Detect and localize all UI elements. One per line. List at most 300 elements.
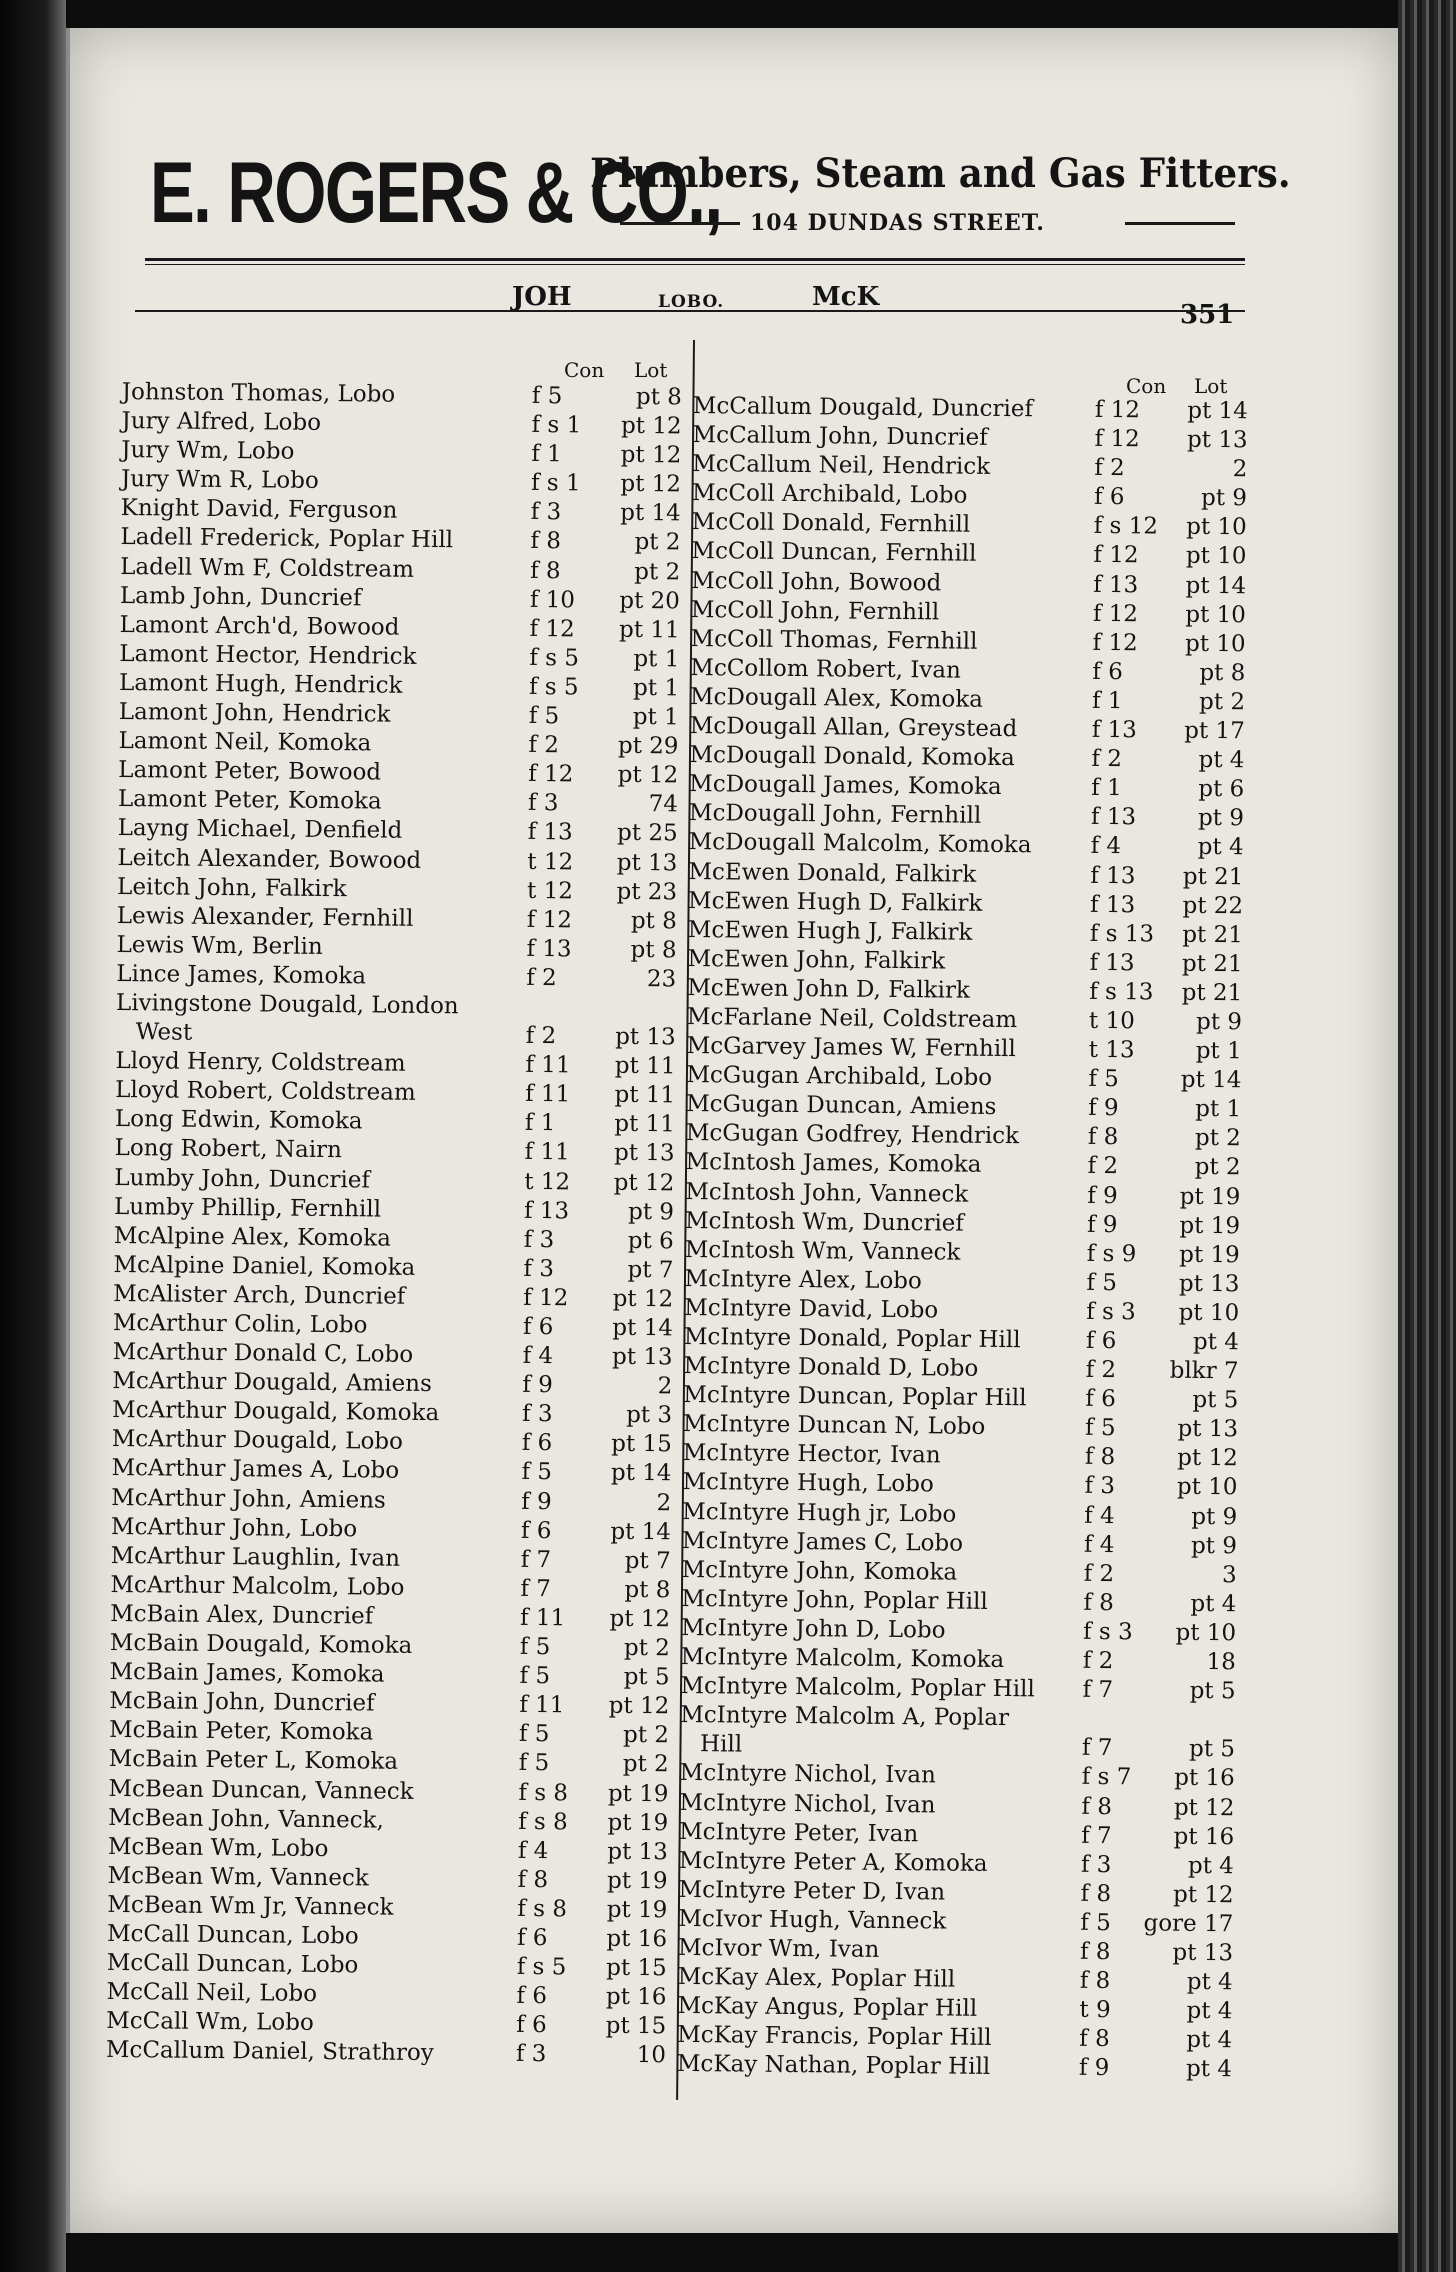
resident-name: Livingstone Dougald, London [115,989,459,1020]
resident-name: McKay Francis, Poplar Hill [677,2022,992,2052]
lot-value: pt 19 [606,1867,668,1895]
lot-value: pt 2 [1194,1154,1241,1181]
resident-name: McIntyre Hector, Ivan [682,1440,941,1469]
concession-value: f 8 [1079,1967,1111,1995]
lot-value: pt 12 [1177,1445,1238,1472]
running-head-to: McK [812,282,880,312]
resident-name: McBain James, Komoka [109,1659,385,1688]
concession-value: f s 12 [1093,513,1159,540]
resident-name: Lamont Arch'd, Bowood [119,611,400,641]
resident-name: McArthur Colin, Lobo [112,1309,368,1339]
lot-value: pt 2 [622,1751,669,1778]
lot-value: pt 4 [1185,2056,1233,2083]
header-rule [135,310,1245,312]
lot-value: pt 16 [606,1925,668,1953]
concession-value: f 8 [530,528,562,555]
concession-value: f s 5 [529,644,580,672]
concession-value: f 11 [525,1052,571,1079]
concession-value: f 1 [524,1110,556,1137]
concession-value: f 12 [529,615,575,643]
resident-name: McCallum Neil, Hendrick [692,451,991,481]
resident-name: McArthur John, Lobo [110,1513,358,1542]
resident-name: Jury Alfred, Lobo [121,408,322,437]
lot-value: 10 [636,2042,667,2069]
lot-value: pt 12 [613,1169,675,1196]
banner-rule-thin [145,264,1245,265]
concession-value: f s 5 [528,673,579,701]
concession-value: f 3 [530,499,562,526]
concession-value: f 2 [528,732,560,759]
resident-name: McColl Donald, Fernhill [691,509,971,539]
lot-value [1145,1706,1235,1707]
resident-name: McIntyre Duncan, Poplar Hill [683,1382,1027,1412]
lot-value: pt 12 [608,1692,670,1720]
lot-value: pt 10 [1185,601,1247,628]
lot-value: pt 5 [623,1664,670,1691]
resident-name: McDougall John, Fernhill [688,800,982,830]
lot-value: 2 [1232,456,1248,483]
concession-value: f 3 [527,790,559,817]
concession-value: f 9 [1078,2055,1110,2082]
advertisement-banner [150,145,1291,260]
lot-value: pt 16 [1173,1823,1235,1850]
concession-value: f 5 [1088,1065,1120,1093]
lot-value: pt 3 [626,1402,673,1429]
lot-value: pt 9 [1190,1532,1238,1559]
advertiser-name: E. ROGERS & CO., [150,145,722,241]
concession-value: f 6 [516,1983,548,2010]
lot-value: pt 11 [614,1082,676,1109]
lot-value: pt 2 [1194,1125,1241,1152]
lot-value: pt 4 [1186,1968,1233,1996]
lot-value: pt 19 [606,1896,668,1924]
left-con-header: Con [564,358,605,382]
concession-value: f 3 [521,1401,553,1428]
running-head-from: JOH [512,282,572,312]
concession-value: f 13 [1091,716,1137,744]
resident-name: McBean Duncan, Vanneck [108,1775,414,1805]
lot-value: pt 5 [1188,1736,1236,1763]
resident-name: Hill [699,1731,743,1758]
lot-value: pt 13 [611,1343,673,1371]
resident-name: McDougall Alex, Komoka [689,683,984,713]
resident-name: McIntyre Nichol, Ivan [679,1760,936,1789]
concession-value: f s 3 [1082,1618,1133,1646]
concession-value: f 2 [526,964,557,992]
lot-value: pt 19 [1179,1212,1241,1239]
resident-name: McKay Alex, Poplar Hill [677,1963,956,1993]
concession-value: f 12 [523,1284,569,1312]
resident-name: McCallum Dougald, Duncrief [692,392,1034,423]
resident-name: McEwen John, Falkirk [687,945,946,975]
concession-value: f s 13 [1089,978,1154,1006]
right-con-header: Con [1126,374,1167,398]
concession-value: f 13 [1093,571,1139,598]
lot-value: pt 10 [1184,630,1246,658]
resident-name: McColl Archibald, Lobo [691,480,968,509]
lot-value: pt 10 [1186,514,1247,541]
concession-value: t 12 [526,877,574,904]
lot-value: pt 2 [634,529,681,556]
lot-value: pt 12 [1173,1794,1235,1821]
concession-value: f 6 [516,2012,547,2039]
binding-shadow [0,0,66,2272]
concession-value: f 12 [1092,629,1138,657]
lot-value: pt 21 [1181,979,1243,1007]
resident-name: Layng Michael, Denfield [117,815,403,845]
left-directory-entry [106,2036,666,2070]
concession-value: f 4 [517,1837,549,1864]
lot-value: pt 11 [614,1052,676,1080]
resident-name: McIntyre John, Komoka [681,1556,958,1586]
concession-value: f 6 [522,1313,554,1341]
lot-value: pt 2 [623,1634,670,1662]
concession-value: f 3 [515,2041,547,2068]
resident-name: Lamont John, Hendrick [118,699,391,728]
concession-value: f 7 [1081,1822,1112,1849]
concession-value: f 4 [1090,833,1122,860]
lot-value: pt 4 [1190,1590,1237,1618]
resident-name: Lumby John, Duncrief [114,1164,371,1193]
concession-value: f 7 [520,1546,552,1573]
resident-name: McDougall Allan, Greystead [689,713,1018,743]
resident-name: McAlister Arch, Duncrief [113,1280,406,1310]
concession-value: f 4 [1084,1502,1115,1529]
concession-value: f s 8 [517,1895,568,1923]
concession-value: f 5 [1086,1269,1118,1296]
resident-name: McColl Duncan, Fernhill [691,538,977,568]
concession-value: f 5 [519,1633,551,1661]
resident-name: McArthur Laughlin, Ivan [110,1542,401,1572]
lot-value: pt 10 [1176,1474,1238,1501]
concession-value: f 8 [1083,1589,1114,1616]
lot-value: pt 8 [630,936,677,964]
lot-value: 2 [657,1373,673,1400]
resident-name: McEwen John D, Falkirk [687,974,970,1004]
resident-name: McIntyre Hugh jr, Lobo [682,1498,957,1528]
concession-value: f 12 [526,906,573,934]
resident-name: McKay Angus, Poplar Hill [677,1993,978,2022]
concession-value: f 1 [1091,687,1123,715]
resident-name: McArthur John, Amiens [111,1484,386,1514]
lot-value: pt 9 [1191,1503,1238,1530]
concession-value: f 8 [1080,1880,1112,1907]
resident-name: McBain Dougald, Komoka [109,1629,413,1659]
concession-value: f 13 [526,935,572,963]
resident-name: McIntyre Peter A, Komoka [678,1847,988,1877]
lot-value: pt 9 [1195,1008,1243,1036]
concession-value: f 8 [1081,1793,1113,1820]
concession-value: f 6 [1085,1386,1116,1413]
concession-value: f s 8 [518,1779,569,1806]
resident-name: McGugan Archibald, Lobo [686,1062,993,1092]
concession-value: f 7 [520,1575,551,1603]
resident-name: McIntyre Malcolm A, Poplar [680,1702,1010,1732]
advertiser-trade: Plumbers, Steam and Gas Fitters. [590,150,1291,197]
resident-name: McIntyre James C, Lobo [681,1527,964,1557]
lot-value: 2 [656,1489,672,1516]
lot-value: pt 1 [633,645,680,673]
lot-value: pt 13 [1178,1270,1240,1298]
concession-value: f 7 [1082,1676,1114,1704]
resident-name: Leitch John, Falkirk [116,873,347,902]
lot-value: pt 17 [1184,717,1245,745]
lot-value: pt 12 [612,1285,674,1313]
lot-value: pt 21 [1181,950,1243,978]
resident-name: McArthur James A, Lobo [111,1455,400,1485]
lot-value: pt 13 [613,1140,675,1167]
lot-value: pt 16 [1174,1765,1235,1792]
resident-name: McBain John, Duncrief [109,1688,375,1717]
concession-value: f 2 [1082,1647,1114,1675]
lot-value: pt 10 [1178,1299,1240,1327]
resident-name: McEwen Hugh D, Falkirk [687,887,983,917]
resident-name: McColl John, Fernhill [690,596,940,626]
concession-value: f 5 [518,1721,550,1748]
resident-name: McIvor Hugh, Vanneck [678,1905,947,1935]
concession-value: t 12 [527,848,574,875]
concession-value: f s 1 [530,470,581,497]
resident-name: Lamont Hector, Hendrick [119,640,417,670]
resident-name: McIntyre Alex, Lobo [684,1265,922,1295]
lot-value: pt 13 [615,1023,676,1051]
concession-value: f s 8 [518,1808,568,1835]
concession-value: f 5 [528,702,560,730]
resident-name: McEwen Donald, Falkirk [688,858,977,888]
lot-value: pt 4 [1197,834,1244,861]
concession-value: f 9 [1086,1211,1118,1238]
concession-value: f 2 [1085,1356,1117,1384]
concession-value: f 5 [521,1459,553,1486]
running-head-township: LOBO. [658,292,725,312]
concession-value: f s 3 [1086,1298,1136,1326]
lot-value: pt 9 [627,1198,675,1225]
resident-name: McDougall James, Komoka [689,771,1002,801]
concession-value: t 12 [524,1168,571,1195]
concession-value: t 13 [1088,1036,1135,1064]
concession-value: f 8 [1079,1938,1111,1966]
resident-name: McAlpine Alex, Komoka [113,1222,391,1252]
resident-name: Jury Wm R, Lobo [120,466,319,495]
resident-name: Lloyd Robert, Coldstream [115,1077,416,1107]
concession-value: f 10 [529,586,576,614]
resident-name: West [135,1019,193,1046]
resident-name: McColl John, Bowood [691,567,942,596]
lot-value: pt 14 [610,1460,672,1487]
lot-value: pt 19 [1179,1241,1240,1269]
right-column [677,392,1248,2085]
lot-value: 23 [646,965,677,993]
resident-name: McBean John, Vanneck, [108,1804,384,1834]
concession-value: f s 1 [531,412,582,439]
resident-name: McCollom Robert, Ivan [690,654,961,684]
concession-value: f 3 [1084,1473,1116,1500]
resident-name: McIntyre Nichol, Ivan [679,1789,936,1818]
resident-name: McIntosh Wm, Duncrief [684,1207,965,1237]
page-number: 351 [1180,300,1235,330]
concession-value: f 2 [1091,745,1123,773]
lot-value: pt 7 [627,1256,674,1284]
concession-value: f 8 [1079,2026,1110,2053]
lot-value: pt 8 [630,907,677,935]
resident-name: McCall Neil, Lobo [106,1979,318,2008]
resident-name: McIntyre Malcolm, Komoka [680,1643,1005,1674]
lot-value: pt 11 [618,616,680,644]
concession-value: f 2 [1083,1560,1115,1587]
concession-value: t 9 [1079,1996,1111,2024]
lot-value: pt 14 [620,500,681,527]
lot-value: pt 15 [611,1431,672,1458]
lot-value: pt 15 [606,1954,667,1982]
lot-value: pt 4 [1198,746,1245,774]
resident-name: Long Edwin, Komoka [114,1106,363,1135]
resident-name: McBain Alex, Duncrief [110,1600,374,1630]
resident-name: McIntyre Peter, Ivan [679,1818,919,1847]
resident-name: Lewis Alexander, Fernhill [116,902,414,932]
lot-value: pt 12 [617,761,679,789]
lot-value: pt 16 [605,1983,667,2011]
resident-name: Jury Wm, Lobo [121,437,295,465]
lot-value: pt 20 [619,587,681,615]
resident-name: McIntyre Duncan N, Lobo [682,1411,986,1441]
concession-value: f 13 [1089,891,1136,918]
concession-value: f 2 [525,1022,557,1050]
concession-value: f 13 [1090,862,1136,889]
lot-value: pt 19 [607,1780,669,1807]
lot-value: pt 8 [624,1576,671,1604]
resident-name: Lewis Wm, Berlin [116,931,323,960]
resident-name: McAlpine Daniel, Komoka [113,1251,416,1281]
resident-name: McIntosh James, Komoka [685,1149,982,1179]
lot-value: pt 7 [624,1547,671,1575]
lot-value: pt 14 [610,1518,672,1545]
resident-name: McArthur Dougald, Lobo [111,1426,404,1456]
concession-value: f 6 [521,1430,553,1457]
resident-name: McIntyre David, Lobo [684,1294,939,1324]
lot-value: 18 [1206,1649,1236,1676]
concession-value: f 3 [523,1255,555,1282]
resident-name: McIntyre Donald D, Lobo [683,1353,979,1382]
concession-value: f 6 [520,1517,552,1544]
resident-name: McArthur Malcolm, Lobo [110,1571,405,1601]
lot-value: pt 1 [1195,1037,1242,1065]
lot-value: pt 12 [620,412,682,440]
concession-value: f 11 [525,1081,571,1108]
lot-value: pt 1 [633,674,680,702]
lot-value: pt 10 [1175,1619,1237,1647]
concession-value: f 2 [1094,455,1125,482]
lot-value: pt 10 [1185,543,1247,570]
resident-name: McBean Wm Jr, Vanneck [107,1891,394,1921]
concession-value: f 2 [1087,1153,1119,1180]
concession-value: f 4 [1083,1531,1115,1558]
resident-name: McIntyre Hugh, Lobo [682,1469,934,1498]
lot-value: pt 21 [1182,863,1244,890]
lot-value: pt 4 [1186,2027,1233,2054]
resident-name: McKay Nathan, Poplar Hill [676,2051,991,2081]
resident-name: McCallum Daniel, Strathroy [105,2037,434,2067]
resident-name: McArthur Donald C, Lobo [112,1339,414,1368]
resident-name: Lamb John, Duncrief [119,582,362,611]
lot-value: pt 12 [1172,1881,1234,1909]
lot-value: pt 8 [635,383,682,411]
resident-name: McIntyre Peter D, Ivan [678,1876,946,1906]
resident-name: McGarvey James W, Fernhill [686,1033,1016,1063]
resident-name: McCall Duncan, Lobo [106,1949,359,1979]
lot-value: pt 13 [607,1838,669,1865]
lot-value: pt 4 [1192,1328,1240,1356]
concession-value: f 13 [1089,949,1135,977]
right-lot-header: Lot [1194,374,1228,398]
lot-value: pt 13 [1186,426,1248,454]
concession-value: f 12 [1094,425,1140,453]
concession-value: f 12 [528,761,574,788]
lot-value: pt 21 [1182,921,1243,948]
resident-name: McBean Wm, Lobo [107,1833,329,1862]
concession-value: f 3 [523,1226,555,1253]
concession-value: f 9 [522,1372,553,1399]
address-rule-right [1125,222,1235,225]
resident-name: McCall Duncan, Lobo [106,1920,359,1950]
lot-value: pt 4 [1186,1997,1233,2025]
lot-value: pt 8 [1199,659,1246,687]
resident-name: Lince James, Komoka [116,960,367,990]
resident-name: Lumby Phillip, Fernhill [113,1193,382,1223]
lot-value: pt 1 [1195,1096,1242,1123]
concession-value: f 11 [519,1604,566,1632]
lot-value: pt 2 [1199,688,1246,716]
banner-rule [145,258,1245,261]
left-column [106,378,682,2071]
concession-value: f 8 [517,1866,549,1893]
lot-value: pt 19 [607,1809,669,1836]
resident-name: McIntyre John, Poplar Hill [681,1585,988,1615]
concession-value: f 9 [1087,1182,1118,1209]
lot-value: pt 1 [632,703,679,731]
concession-value: f 9 [1088,1095,1119,1122]
lot-value: pt 9 [1200,485,1248,512]
lot-value: pt 6 [1198,776,1245,803]
lot-value [586,993,676,994]
lot-value: pt 15 [605,2012,667,2040]
concession-value: f s 9 [1086,1240,1137,1268]
lot-value: pt 6 [627,1227,674,1255]
resident-name: Leitch Alexander, Bowood [117,844,422,874]
resident-name: McBain Peter, Komoka [108,1717,374,1746]
lot-value: pt 12 [609,1605,671,1633]
concession-value: f s 13 [1089,920,1155,948]
lot-value: pt 11 [614,1111,675,1138]
resident-name: McIntosh Wm, Vanneck [684,1236,961,1266]
concession-value: f 13 [527,819,573,846]
concession-value: t 10 [1088,1007,1135,1035]
resident-name: Lamont Neil, Komoka [118,728,372,757]
concession-value: f 5 [531,382,563,410]
advertiser-address: 104 DUNDAS STREET. [750,210,1045,236]
concession-value: f s 5 [516,1953,567,1981]
lot-value: pt 4 [1187,1852,1235,1879]
lot-value: pt 13 [1172,1939,1234,1967]
lot-value: pt 22 [1182,892,1244,919]
lot-value: pt 14 [1185,572,1247,599]
concession-value: f 1 [531,441,562,468]
resident-name: Lamont Peter, Bowood [118,757,382,786]
left-lot-header: Lot [634,358,668,382]
lot-value: pt 5 [1192,1387,1239,1414]
lot-value: pt 13 [1177,1415,1239,1443]
concession-value: f 3 [1080,1851,1112,1878]
resident-name: McDougall Malcolm, Komoka [688,829,1032,859]
